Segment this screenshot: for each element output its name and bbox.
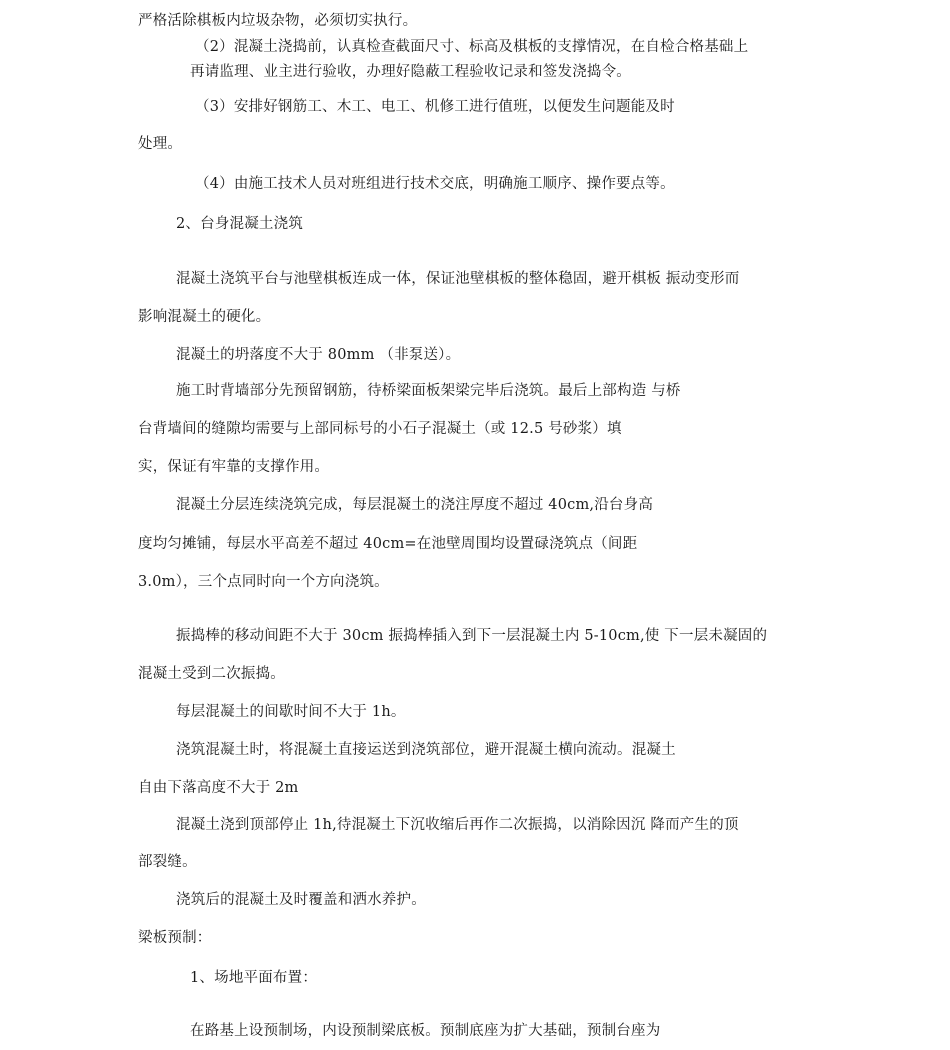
section-heading: 1、场地平面布置： [190,970,318,986]
text-line: 自由下落高度不大于 2m [138,780,299,796]
text-line: 严格活除棋板内垃圾杂物，必须切实执行。 [138,13,418,29]
text-line: 混凝土浇到顶部停止 1h,待混凝土下沉收缩后再作二次振捣，以消除因沉 降而产生的顶 [176,817,739,833]
text-line: （3）安排好钢筋工、木工、电工、机修工进行值班，以便发生问题能及时 [195,99,675,115]
text-line: （2）混凝土浇捣前，认真检查截面尺寸、标高及棋板的支撑情况，在自检合格基础上 [195,39,749,55]
text-line: 浇筑混凝土时，将混凝土直接运送到浇筑部位，避开混凝土横向流动。混凝土 [176,742,676,758]
text-line: 浇筑后的混凝土及时覆盖和洒水养护。 [176,892,426,908]
text-line: 影响混凝土的硬化。 [138,309,271,325]
section-heading: 2、台身混凝土浇筑 [176,216,304,232]
text-line: 振捣棒的移动间距不大于 30cm 振捣棒插入到下一层混凝土内 5-10cm,使 下一层未凝固的 [176,628,768,644]
text-line: 实，保证有牢靠的支撑作用。 [138,459,330,475]
text-line: 度均匀摊铺，每层水平高差不超过 40cm=在池壁周围均设置碌浇筑点（间距 [138,536,638,552]
text-line: 混凝土浇筑平台与池壁棋板连成一体，保证池壁棋板的整体稳固，避开棋板 振动变形而 [176,271,740,287]
text-line: 再请监理、业主进行验收，办理好隐蔽工程验收记录和签发浇捣令。 [190,64,631,80]
text-line: 台背墙间的缝隙均需要与上部同标号的小石子混凝土（或 12.5 号砂浆）填 [138,421,622,437]
text-line: 混凝土受到二次振捣。 [138,666,285,682]
text-line: 在路基上设预制场，内设预制梁底板。预制底座为扩大基础，预制台座为 [190,1023,661,1039]
text-line: 混凝土分层连续浇筑完成，每层混凝土的浇注厚度不超过 40cm,沿台身高 [176,497,654,513]
text-line: （4）由施工技术人员对班组进行技术交底，明确施工顺序、操作要点等。 [195,176,675,192]
text-line: 部裂缝。 [138,854,197,870]
section-heading: 梁板预制： [138,930,212,946]
text-line: 每层混凝土的间歇时间不大于 1h。 [176,704,406,720]
text-line: 3.0m），三个点同时向一个方向浇筑。 [138,574,389,590]
text-line: 处理。 [138,136,183,152]
text-line: 混凝土的坍落度不大于 80mm （非泵送）。 [176,347,461,363]
text-line: 施工时背墙部分先预留钢筋，待桥梁面板架梁完毕后浇筑。最后上部构造 与桥 [176,383,681,399]
